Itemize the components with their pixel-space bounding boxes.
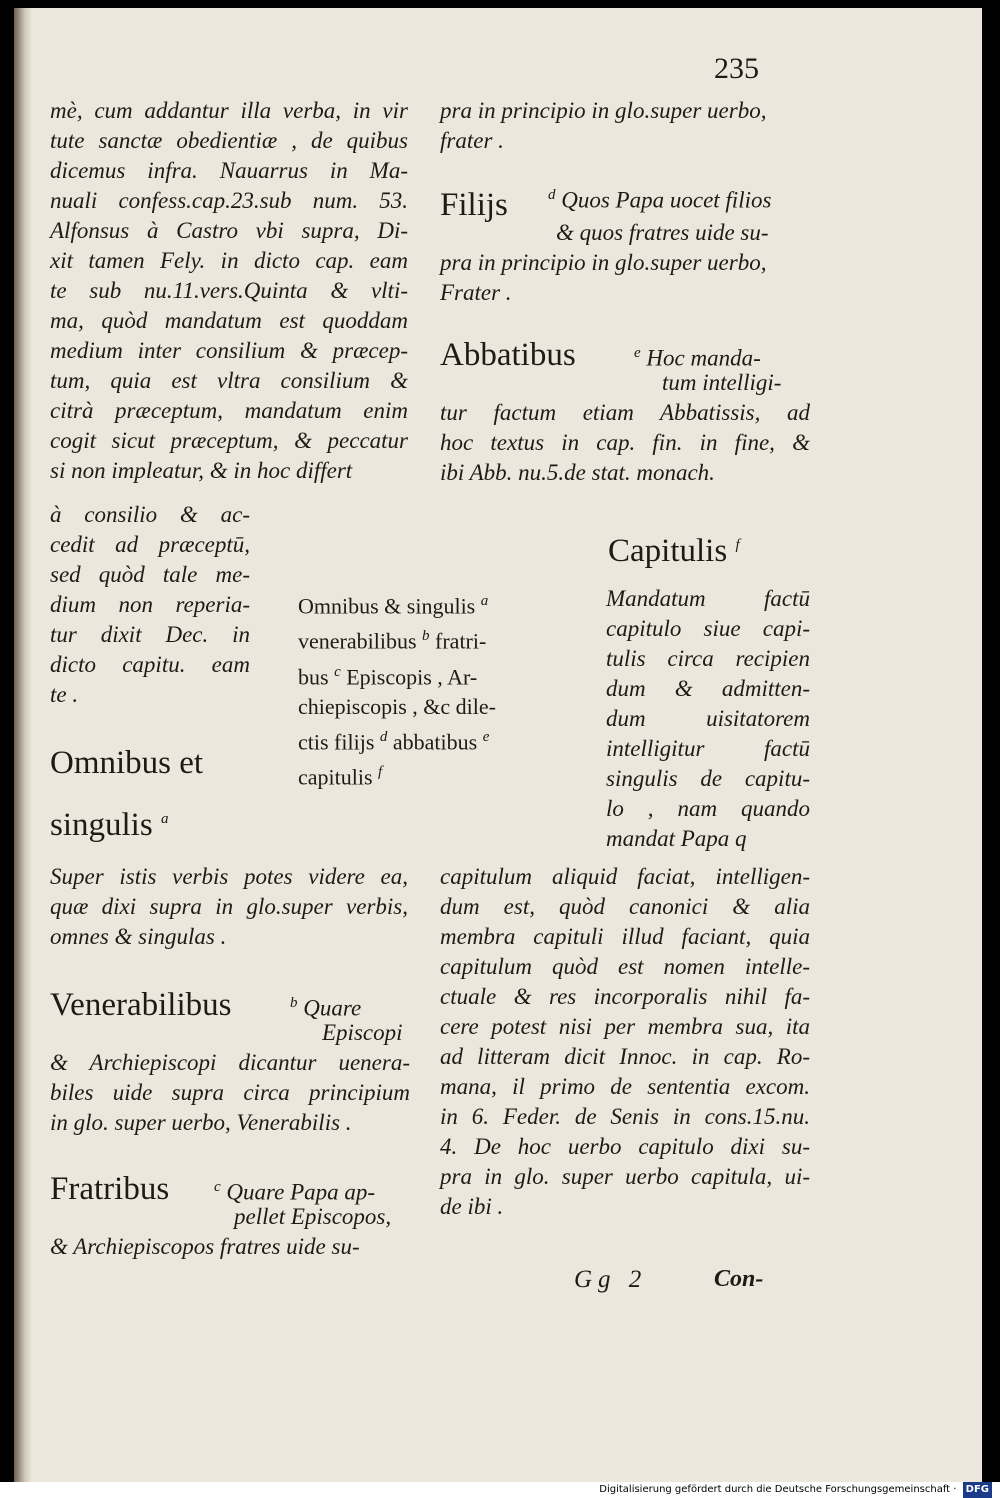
filijs-second-line: & quos fratres uide su- [556,220,769,245]
text-line: Super istis verbis potes videre ea, [50,864,408,889]
note-mark-e: e [634,345,641,361]
text-line: nuali confess.cap.23.sub num. 53. [50,188,408,213]
text-line: mandat Papa q [606,826,747,851]
text-line: Mandatum factū [606,586,810,611]
decretal-text-part: bus [298,663,329,689]
abbatibus-second-line: tum intelligi- [662,370,782,395]
text-line: hoc textus in cap. fin. in fine, & [440,430,810,455]
text-line: à consilio & ac- [50,502,250,527]
text-line: & Archiepiscopos fratres uide su- [50,1234,360,1259]
heading-filijs: Filijs [440,187,508,223]
heading-venerabilibus: Venerabilibus [50,987,232,1023]
digitization-credit-bar [0,1482,1000,1498]
decretal-text-part: fratri- [435,628,487,654]
fratribus-second-line: pellet Episcopos, [234,1204,392,1229]
text-line: frater . [440,128,504,153]
text-line: 4. De hoc uerbo capitulo dixi su- [440,1134,810,1159]
decretal-line [298,621,560,656]
heading-singulis-text: singulis [50,807,153,843]
right-top-lines [440,96,810,156]
page-number: 235 [714,52,759,85]
text-line: capitulum aliquid faciat, intelligen- [440,864,810,889]
capitulis-annotation-narrow [606,584,810,854]
note-mark-b: b [290,995,298,1011]
note-mark-a: a [160,811,169,827]
left-paragraph-2 [50,500,250,710]
text-line: in 6. Feder. de Senis in cons.15.nu. [440,1104,810,1129]
text-line: Alfonsus à Castro vbi supra, Di- [50,218,408,243]
text-line: lo , nam quando [606,796,810,821]
text-line: & Archiepiscopi dicantur uenera- [50,1050,410,1075]
page-spine-shadow [14,8,32,1482]
text-line: mana, il primo de sententia excom. [440,1074,810,1099]
text-line: citrà præceptum, mandatum enim [50,398,408,423]
text-line: ad litteram dicit Innoc. in cap. Ro- [440,1044,810,1069]
filijs-annotation [440,248,810,308]
text-line: capitulum quòd est nomen intelle- [440,954,810,979]
note-mark: b [422,628,430,645]
decretal-line [298,586,560,621]
catchword: Con- [714,1266,764,1292]
venerabilibus-second-line: Episcopi [322,1020,403,1045]
venerabilibus-annotation [50,1048,410,1138]
text-line: dum uisitatorem [606,706,810,731]
text-line: cere potest nisi per membra sua, ita [440,1014,810,1039]
note-mark-d: d [548,187,556,203]
text-line: quæ dixi supra in glo.super verbis, [50,894,408,919]
fratribus-annotation [50,1232,410,1262]
heading-fratribus: Fratribus [50,1171,170,1207]
text-line: dium non reperia- [50,592,250,617]
decretal-text-part: ctis filijs [298,729,375,755]
filijs-first-line [548,180,771,216]
text-line: singulis de capitu- [606,766,810,791]
text-line: sed quòd tale me- [50,562,250,587]
decretal-text-part: Episcopis , Ar- [346,663,478,689]
text-line: omnes & singulas . [50,924,227,949]
text-line: te sub nu.11.vers.Quinta & vlti- [50,278,408,303]
text-line: pra in principio in glo.super uerbo, [440,250,767,275]
left-paragraph-1 [50,96,408,486]
text-line: pra in principio in glo.super uerbo, [440,98,767,123]
decretal-text [298,586,560,793]
abbatibus-annotation [440,398,810,488]
text-line: tum, quia est vltra consilium & [50,368,408,393]
decretal-text-part: venerabilibus [298,628,417,654]
omnibus-annotation [50,862,408,952]
signature-mark: Gg 2 [574,1266,648,1293]
decretal-line [298,692,560,722]
heading-singulis [50,800,168,844]
decretal-line [298,757,560,792]
capitulis-annotation-wide [440,862,810,1222]
note-mark: e [482,728,490,745]
decretal-text-part: abbatibus [392,729,478,755]
decretal-line [298,722,560,757]
heading-capitulis-text: Capitulis [608,533,728,569]
heading-capitulis [608,526,740,570]
decretal-line [298,657,560,692]
note-mark: d [379,728,388,745]
text-line: dicto capitu. eam [50,652,250,677]
text-line: mè, cum addantur illa verba, in vir [50,98,408,123]
text-line: si non impleatur, & in hoc differt [50,458,353,483]
fratribus-first-text: Quare Papa ap- [226,1179,376,1205]
text-line: Frater . [440,280,512,305]
digitization-credit: Digitalisierung gefördert durch die Deutsche Forschungsgemeinschaft · [599,1484,957,1495]
abbatibus-first-text: Hoc manda- [646,345,761,371]
text-line: ibi Abb. nu.5.de stat. monach. [440,460,715,485]
note-mark-c: c [214,1179,221,1195]
text-line: xit tamen Fely. in dicto cap. eam [50,248,408,273]
decretal-text-part: capitulis [298,764,373,790]
dfg-logo: DFG [963,1482,992,1498]
text-line: cogit sicut præceptum, & peccatur [50,428,408,453]
heading-abbatibus: Abbatibus [440,337,576,373]
note-mark-f: f [735,537,740,553]
text-line: in glo. super uerbo, Venerabilis . [50,1110,352,1135]
note-mark: c [334,663,341,680]
text-line: cedit ad præceptū, [50,532,250,557]
note-mark: f [378,764,383,781]
text-line: dum & admitten- [606,676,810,701]
text-line: dicemus infra. Nauarrus in Ma- [50,158,408,183]
text-line: ma, quòd mandatum est quoddam [50,308,408,333]
decretal-text-part: Omnibus & singulis [298,593,476,619]
text-line: ctuale & res incorporalis nihil fa- [440,984,810,1009]
text-line: biles uide supra circa principium [50,1080,410,1105]
text-line: capitulo siue capi- [606,616,810,641]
text-line: intelligitur factū [606,736,810,761]
venerabilibus-first-text: Quare [303,995,362,1021]
note-mark: a [480,593,489,609]
text-line: membra capituli illud faciant, quia [440,924,810,949]
text-line: tute sanctæ obedientiæ , de quibus [50,128,408,153]
filijs-first-text: Quos Papa uocet filios [561,187,772,213]
text-line: tulis circa recipien [606,646,810,671]
text-line: tur factum etiam Abbatissis, ad [440,400,810,425]
text-line: tur dixit Dec. in [50,622,250,647]
decretal-text-part: chiepiscopis , &c dile- [298,693,496,719]
text-line: de ibi . [440,1194,504,1219]
heading-omnibus-et: Omnibus et [50,745,204,781]
text-line: te . [50,682,79,707]
text-line: dum est, quòd canonici & alia [440,894,810,919]
text-line: pra in glo. super uerbo capitula, ui- [440,1164,810,1189]
text-line: medium inter consilium & præcep- [50,338,408,363]
